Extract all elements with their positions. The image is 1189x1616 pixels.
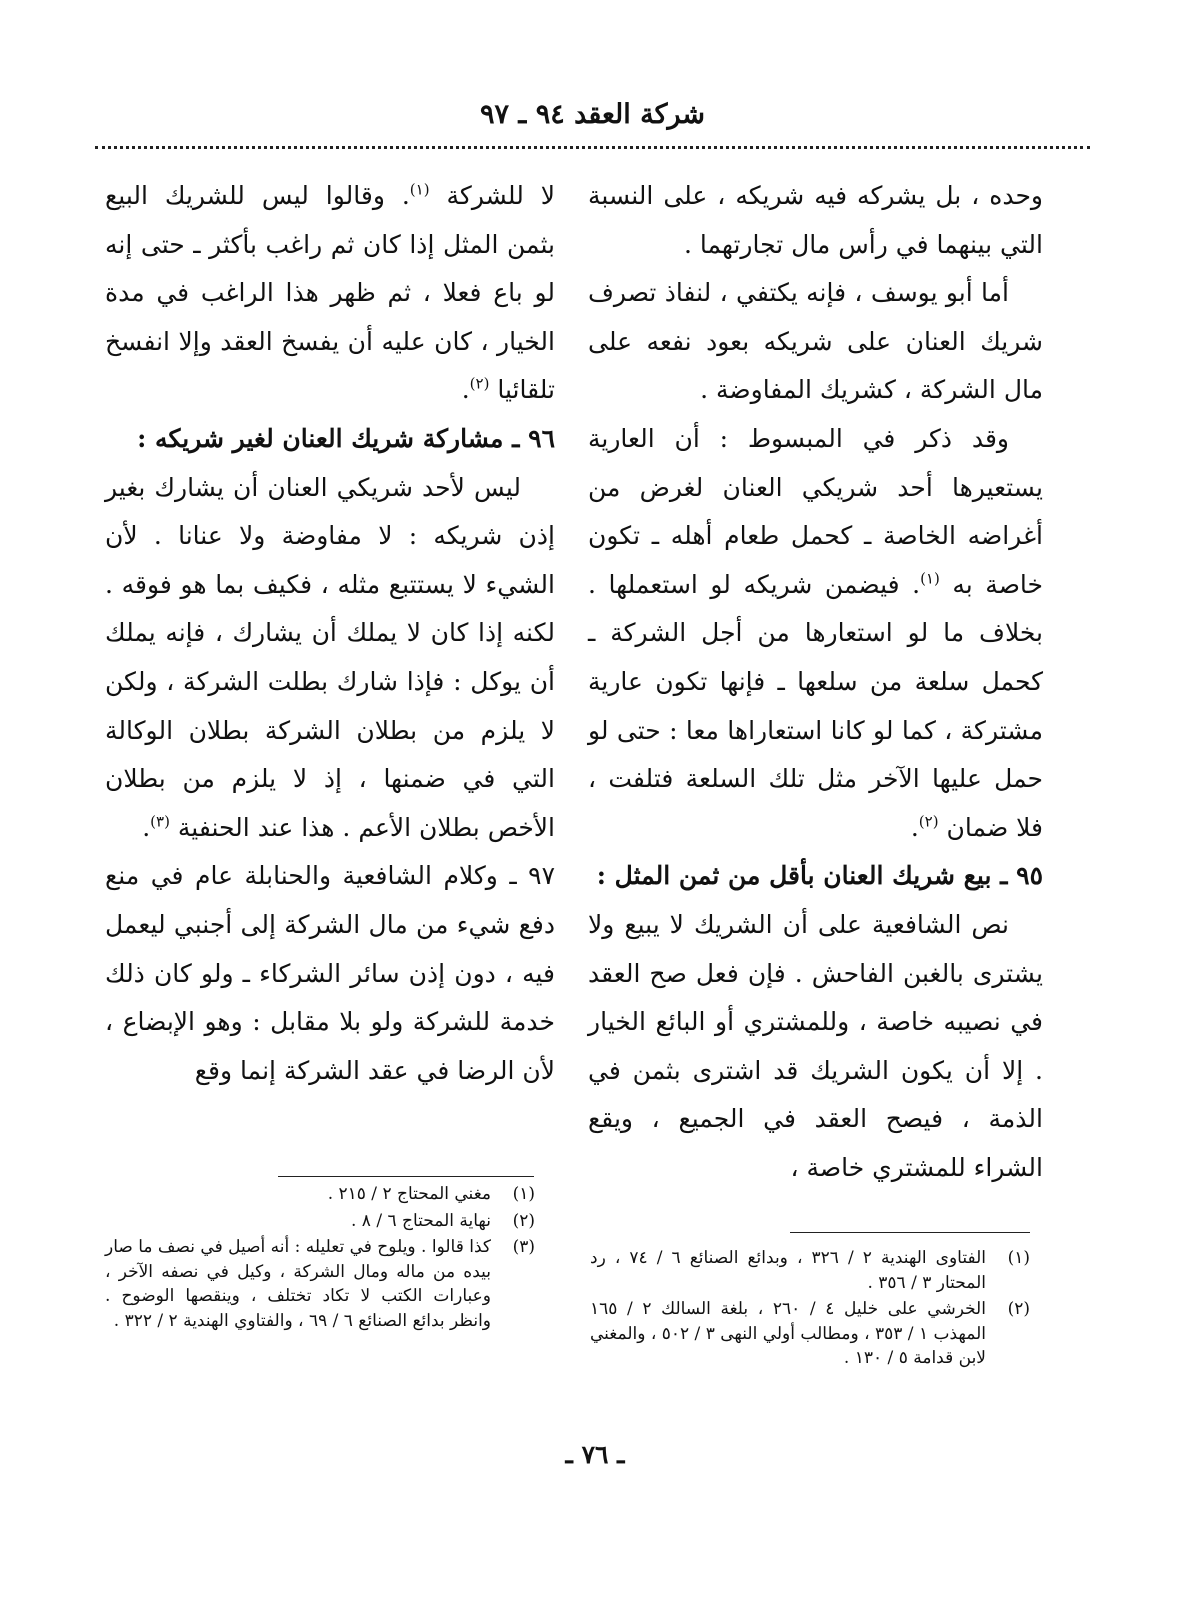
paragraph-section-97: ٩٧ ـ وكلام الشافعية والحنابلة عام في منع دفع شيء من مال الشركة إلى أجنبي ليعمل فيه ، دون إذن سائر الشركاء ـ ولو كان ذلك خدمة للشركة ولو بلا مقابل : وهو الإبضاع ، لأن الرضا في عقد الشركة إنما وقع <box>105 861 555 1085</box>
footnote-number: (٢) <box>1007 1299 1030 1319</box>
footnote-marker: (٣) <box>150 812 170 831</box>
footnote-number: (١) <box>512 1184 535 1204</box>
footnote <box>105 1209 535 1234</box>
footnote-text: مغني المحتاج ٢ / ٢١٥ . <box>327 1184 491 1204</box>
paragraph-text: . <box>142 812 151 842</box>
footnote-separator <box>790 1232 1030 1233</box>
section-heading-96: ٩٦ ـ مشاركة شريك العنان لغير شريكه : <box>137 423 555 453</box>
paragraph-text: وقد ذكر في المبسوط : أن العارية يستعيرها أحد شريكي العنان لغرض من أغراضه الخاصة ـ كحمل طعام أهله ـ تكون خاصة به <box>588 423 1043 599</box>
right-footnotes <box>590 1246 1030 1373</box>
footnote <box>590 1246 1030 1295</box>
paragraph-text: لا للشركة <box>446 181 555 210</box>
paragraph <box>105 172 555 415</box>
footnote-marker: (٢) <box>918 812 939 831</box>
paragraph <box>105 464 555 853</box>
footnote-text: الفتاوى الهندية ٢ / ٣٢٦ ، وبدائع الصنائع ٦ / ٧٤ ، رد المحتار ٣ / ٣٥٦ . <box>590 1248 986 1293</box>
footnote-number: (٣) <box>512 1237 535 1257</box>
footnote-number: (٢) <box>512 1210 535 1231</box>
footnote-marker: (١) <box>920 569 940 588</box>
paragraph <box>588 415 1043 852</box>
paragraph-text: . <box>910 812 919 842</box>
footnote-separator <box>278 1176 534 1177</box>
footnote <box>105 1235 535 1333</box>
footnote-number: (١) <box>1007 1248 1030 1268</box>
paragraph: وحده ، بل يشركه فيه شريكه ، على النسبة التي بينهما في رأس مال تجارتهما . <box>588 181 1043 259</box>
footnote <box>105 1182 535 1207</box>
paragraph-text: . وقالوا ليس للشريك البيع بثمن المثل إذا كان ثم راغب بأكثر ـ حتى إنه لو باع فعلا ، ثم ظهر هذا الراغب في مدة الخيار ، كان عليه أن يفسخ العقد وإلا انفسخ تلقائيا <box>105 181 555 405</box>
footnote-marker: (١) <box>409 180 430 199</box>
page-header-title: شركة العقد ٩٤ ـ ٩٧ <box>480 99 705 130</box>
left-footnotes <box>105 1182 535 1335</box>
footnote-text: كذا قالوا . ويلوح في تعليله : أنه أصيل في نصف ما صار بيده من ماله ومال الشركة ، وكيل في نصفه الآخر ، وعبارات الكتب لا تكاد تختلف ، وينقصها الوضوح . وانظر بدائع الصنائع ٦ / ٦٩ ، والفتاوي الهندية ٢ / ٣٢٢ . <box>105 1237 491 1331</box>
header-dotted-rule <box>95 146 1090 149</box>
paragraph-text: . <box>461 375 470 405</box>
footnote-text: نهاية المحتاج ٦ / ٨ . <box>350 1210 491 1231</box>
right-text-column <box>588 172 1043 1192</box>
footnote-marker: (٢) <box>469 375 490 394</box>
paragraph-text: ليس لأحد شريكي العنان أن يشارك بغير إذن شريكه : لا مفاوضة ولا عنانا . لأن الشيء لا يستتبع مثله ، فكيف بما هو فوقه . لكنه إذا كان لا يملك أن يشارك ، فإنه يملك أن يوكل : فإذا شارك بطلت الشركة ، ولكن لا يلزم من بطلان الشركة بطلان الوكالة التي في ضمنها ، إذ لا يلزم من بطلان الأخص بطلان الأعم . هذا عند الحنفية <box>105 472 555 842</box>
page-number: ـ ٧٦ ـ <box>565 1440 625 1469</box>
footnote <box>590 1297 1030 1371</box>
paragraph: أما أبو يوسف ، فإنه يكتفي ، لنفاذ تصرف شريك العنان على شريكه بعود نفعه على مال الشركة ، كشريك المفاوضة . <box>588 278 1043 405</box>
section-heading-95: ٩٥ ـ بيع شريك العنان بأقل من ثمن المثل : <box>596 861 1043 891</box>
left-text-column <box>105 172 555 1095</box>
paragraph: نص الشافعية على أن الشريك لا يبيع ولا يشترى بالغبن الفاحش . فإن فعل صح العقد في نصيبه خاصة ، وللمشتري أو البائع الخيار . إلا أن يكون الشريك قد اشترى بثمن في الذمة ، فيصح العقد في الجميع ، ويقع الشراء للمشتري خاصة ، <box>588 909 1043 1182</box>
footnote-text: الخرشي على خليل ٤ / ٢٦٠ ، بلغة السالك ٢ / ١٦٥ المهذب ١ / ٣٥٣ ، ومطالب أولي النهى ٣ / ٥٠٢ ، والمغني لابن قدامة ٥ / ١٣٠ . <box>590 1299 986 1368</box>
paragraph-text: . فيضمن شريكه لو استعملها . بخلاف ما لو استعارها من أجل الشركة ـ كحمل سلعة من سلعها ـ فإنها تكون عارية مشتركة ، كما لو كانا استعاراها معا : حتى لو حمل عليها الآخر مثل تلك السلعة فتلفت ، فلا ضمان <box>588 569 1043 842</box>
